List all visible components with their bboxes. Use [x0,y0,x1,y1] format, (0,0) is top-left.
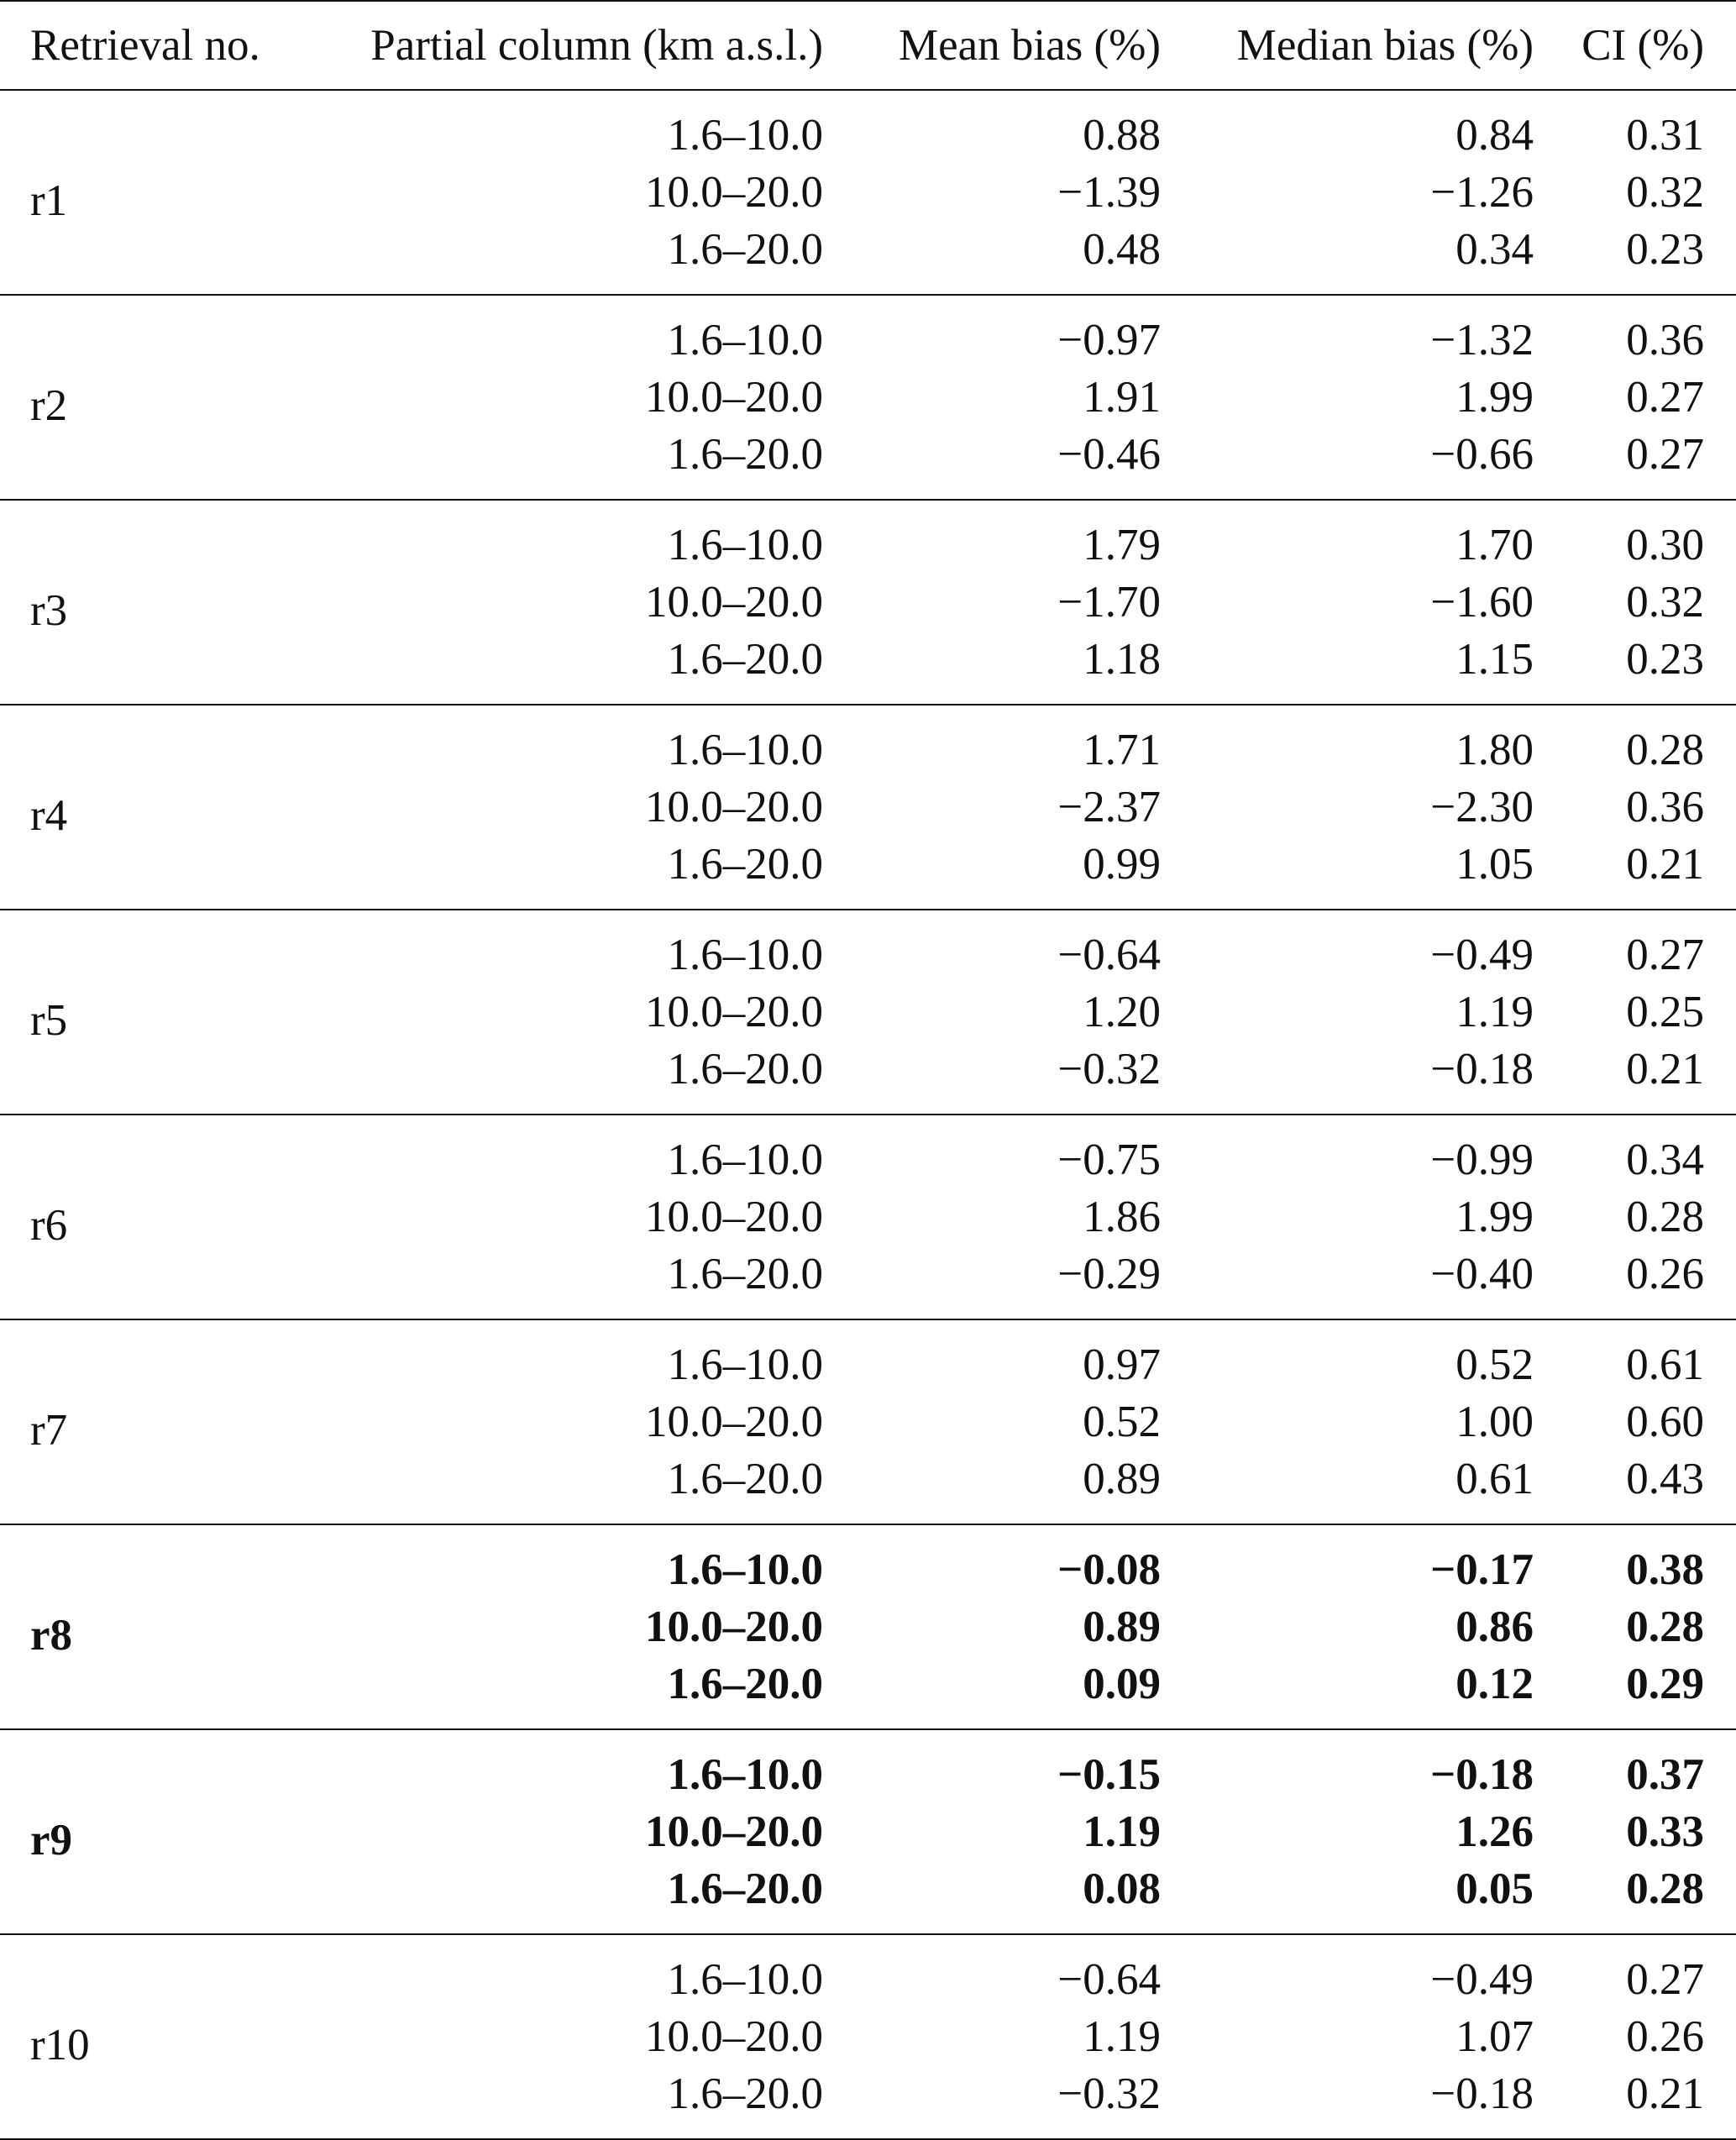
mean-bias-cell: 0.99 [1083,840,1161,889]
median-bias-cell: −0.17 [1430,1545,1534,1594]
partial-column-cell: 1.6–10.0 [667,931,823,979]
retrieval-group-r10 [0,1934,1736,2139]
partial-column-cell: 1.6–10.0 [667,316,823,365]
ci-cell: 0.27 [1626,430,1704,479]
partial-column-cell: 1.6–20.0 [667,635,823,684]
mean-bias-cell: −0.75 [1057,1136,1161,1184]
mean-bias-cell: −0.32 [1057,2069,1161,2118]
partial-column-cell: 10.0–20.0 [645,168,823,217]
retrieval-id: r10 [30,2020,90,2069]
median-bias-cell: 0.86 [1455,1602,1534,1651]
header-median-bias: Median bias (%) [1161,1,1534,90]
mean-bias-cell: 0.48 [1083,225,1161,274]
partial-column-cell: 10.0–20.0 [645,1807,823,1856]
partial-column-cell: 10.0–20.0 [645,2012,823,2061]
table-row [0,1115,1736,1188]
ci-cell: 0.25 [1626,988,1704,1036]
mean-bias-cell: 1.19 [1083,2012,1161,2061]
partial-column-cell: 10.0–20.0 [645,783,823,831]
table-row [0,1934,1736,2008]
table-row [0,910,1736,983]
mean-bias-cell: −0.32 [1057,1045,1161,1094]
table-row [0,295,1736,369]
ci-cell: 0.21 [1626,840,1704,889]
mean-bias-cell: −1.39 [1057,168,1161,217]
retrieval-group-r9 [0,1729,1736,1934]
mean-bias-cell: 1.20 [1083,988,1161,1036]
ci-cell: 0.21 [1626,2069,1704,2118]
ci-cell: 0.23 [1626,635,1704,684]
partial-column-cell: 1.6–10.0 [667,521,823,569]
ci-cell: 0.26 [1626,1250,1704,1298]
partial-column-cell: 1.6–10.0 [667,1545,823,1594]
mean-bias-cell: 0.89 [1083,1602,1161,1651]
median-bias-cell: −0.66 [1430,430,1534,479]
partial-column-cell: 1.6–20.0 [667,1660,823,1708]
retrieval-group-r7 [0,1319,1736,1524]
mean-bias-cell: −0.29 [1057,1250,1161,1298]
header-retrieval-no: Retrieval no. [0,1,305,90]
table-header [0,1,1736,90]
median-bias-cell: 0.84 [1455,111,1534,160]
median-bias-cell: 1.15 [1455,635,1534,684]
median-bias-cell: 1.99 [1455,1193,1534,1241]
retrieval-id: r2 [30,380,68,430]
table-row [0,1524,1736,1598]
median-bias-cell: −0.40 [1430,1250,1534,1298]
partial-column-cell: 1.6–10.0 [667,726,823,774]
median-bias-cell: 1.05 [1455,840,1534,889]
partial-column-cell: 10.0–20.0 [645,373,823,422]
mean-bias-cell: 0.08 [1083,1865,1161,1913]
ci-cell: 0.27 [1626,931,1704,979]
ci-cell: 0.28 [1626,1865,1704,1913]
partial-column-cell: 1.6–20.0 [667,430,823,479]
table-row [0,90,1736,164]
median-bias-cell: 1.19 [1455,988,1534,1036]
partial-column-cell: 10.0–20.0 [645,988,823,1036]
median-bias-cell: 1.07 [1455,2012,1534,2061]
ci-cell: 0.61 [1626,1340,1704,1389]
mean-bias-cell: 0.88 [1083,111,1161,160]
mean-bias-cell: −1.70 [1057,578,1161,627]
partial-column-cell: 10.0–20.0 [645,1398,823,1446]
table-row [0,1319,1736,1393]
median-bias-cell: 1.80 [1455,726,1534,774]
ci-cell: 0.23 [1626,225,1704,274]
median-bias-cell: 0.12 [1455,1660,1534,1708]
median-bias-cell: 1.99 [1455,373,1534,422]
header-partial-column: Partial column (km a.s.l.) [305,1,823,90]
ci-cell: 0.32 [1626,168,1704,217]
mean-bias-cell: 0.97 [1083,1340,1161,1389]
median-bias-cell: −0.18 [1430,1045,1534,1094]
partial-column-cell: 1.6–10.0 [667,111,823,160]
partial-column-cell: 1.6–20.0 [667,1455,823,1503]
partial-column-cell: 10.0–20.0 [645,1193,823,1241]
partial-column-cell: 1.6–20.0 [667,1865,823,1913]
median-bias-cell: −0.99 [1430,1136,1534,1184]
retrieval-id: r5 [30,995,68,1045]
header-ci: CI (%) [1534,1,1736,90]
ci-cell: 0.38 [1626,1545,1704,1594]
retrieval-id: r6 [30,1200,68,1250]
ci-cell: 0.36 [1626,783,1704,831]
mean-bias-cell: −0.64 [1057,931,1161,979]
partial-column-cell: 1.6–20.0 [667,1045,823,1094]
retrieval-id: r4 [30,790,68,840]
mean-bias-cell: 0.09 [1083,1660,1161,1708]
ci-cell: 0.30 [1626,521,1704,569]
partial-column-cell: 10.0–20.0 [645,1602,823,1651]
partial-column-cell: 1.6–20.0 [667,225,823,274]
ci-cell: 0.36 [1626,316,1704,365]
mean-bias-cell: 1.18 [1083,635,1161,684]
header-mean-bias: Mean bias (%) [823,1,1161,90]
retrieval-group-r5 [0,910,1736,1115]
retrieval-group-r4 [0,705,1736,910]
partial-column-cell: 1.6–20.0 [667,840,823,889]
mean-bias-cell: 0.52 [1083,1398,1161,1446]
median-bias-cell: 0.05 [1455,1865,1534,1913]
ci-cell: 0.26 [1626,2012,1704,2061]
retrieval-group-r1 [0,90,1736,295]
mean-bias-cell: −0.64 [1057,1955,1161,2004]
median-bias-cell: −1.32 [1430,316,1534,365]
retrieval-group-r6 [0,1115,1736,1319]
median-bias-cell: 1.00 [1455,1398,1534,1446]
table-row [0,705,1736,779]
partial-column-cell: 1.6–10.0 [667,1136,823,1184]
ci-cell: 0.28 [1626,1193,1704,1241]
partial-column-cell: 1.6–20.0 [667,1250,823,1298]
median-bias-cell: −0.49 [1430,1955,1534,2004]
retrieval-group-r2 [0,295,1736,500]
ci-cell: 0.27 [1626,373,1704,422]
mean-bias-cell: 1.19 [1083,1807,1161,1856]
median-bias-cell: −1.26 [1430,168,1534,217]
mean-bias-cell: 0.89 [1083,1455,1161,1503]
ci-cell: 0.28 [1626,1602,1704,1651]
mean-bias-cell: −0.46 [1057,430,1161,479]
ci-cell: 0.21 [1626,1045,1704,1094]
median-bias-cell: 0.61 [1455,1455,1534,1503]
median-bias-cell: 1.70 [1455,521,1534,569]
partial-column-cell: 1.6–10.0 [667,1750,823,1799]
retrieval-group-r3 [0,500,1736,705]
ci-cell: 0.33 [1626,1807,1704,1856]
mean-bias-cell: −0.97 [1057,316,1161,365]
ci-cell: 0.31 [1626,111,1704,160]
mean-bias-cell: −0.15 [1057,1750,1161,1799]
partial-column-cell: 1.6–20.0 [667,2069,823,2118]
median-bias-cell: −1.60 [1430,578,1534,627]
retrieval-id: r1 [30,176,68,225]
median-bias-cell: 1.26 [1455,1807,1534,1856]
median-bias-cell: 0.34 [1455,225,1534,274]
retrieval-id: r3 [30,585,68,635]
retrieval-id: r7 [30,1405,68,1455]
ci-cell: 0.28 [1626,726,1704,774]
retrieval-id: r9 [30,1815,73,1865]
median-bias-cell: −0.49 [1430,931,1534,979]
mean-bias-cell: 1.86 [1083,1193,1161,1241]
mean-bias-cell: −2.37 [1057,783,1161,831]
partial-column-cell: 1.6–10.0 [667,1340,823,1389]
table-row [0,1729,1736,1803]
ci-cell: 0.27 [1626,1955,1704,2004]
ci-cell: 0.37 [1626,1750,1704,1799]
ci-cell: 0.34 [1626,1136,1704,1184]
median-bias-cell: −0.18 [1430,2069,1534,2118]
table-row [0,500,1736,574]
median-bias-cell: −2.30 [1430,783,1534,831]
retrieval-group-r8 [0,1524,1736,1729]
mean-bias-cell: 1.71 [1083,726,1161,774]
median-bias-cell: −0.18 [1430,1750,1534,1799]
partial-column-cell: 10.0–20.0 [645,578,823,627]
mean-bias-cell: 1.79 [1083,521,1161,569]
partial-column-cell: 1.6–10.0 [667,1955,823,2004]
ci-cell: 0.29 [1626,1660,1704,1708]
median-bias-cell: 0.52 [1455,1340,1534,1389]
mean-bias-cell: 1.91 [1083,373,1161,422]
retrieval-id: r8 [30,1610,73,1660]
ci-cell: 0.60 [1626,1398,1704,1446]
mean-bias-cell: −0.08 [1057,1545,1161,1594]
ci-cell: 0.32 [1626,578,1704,627]
ci-cell: 0.43 [1626,1455,1704,1503]
header-row [0,1,1736,90]
